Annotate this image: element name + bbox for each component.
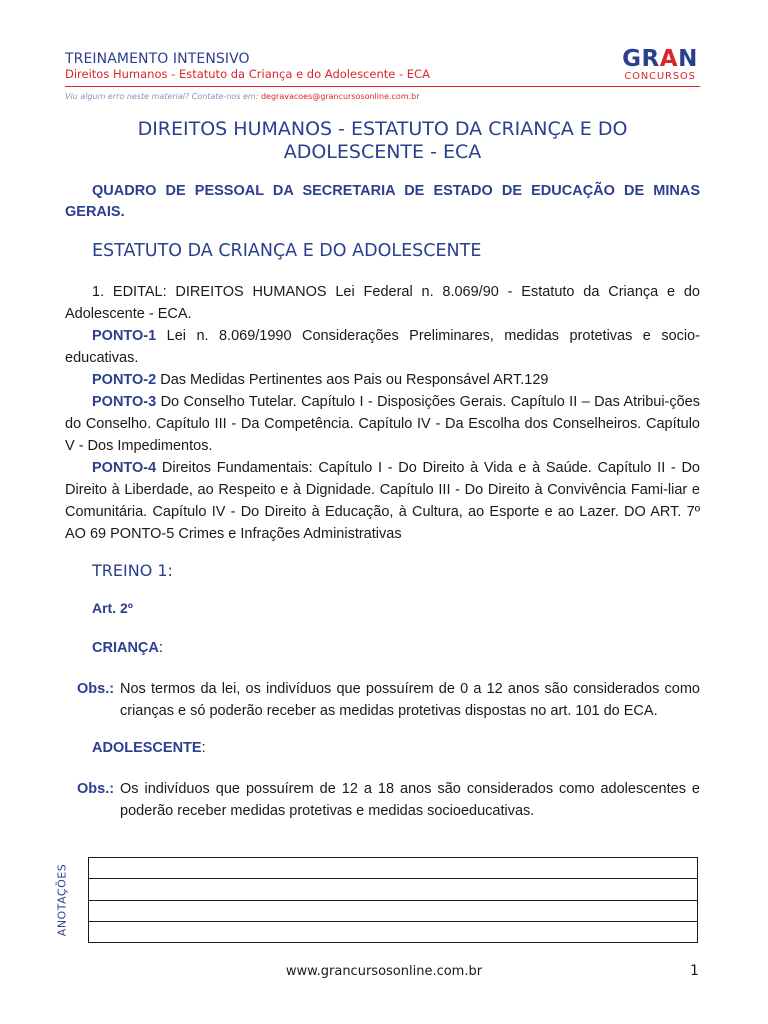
obs-crianca — [65, 678, 700, 722]
document-subtitle: QUADRO DE PESSOAL DA SECRETARIA DE ESTADO DE EDUCAÇÃO DE MINAS GERAIS. — [65, 183, 700, 220]
logo-wordmark: GRAN — [622, 46, 698, 72]
header-divider — [65, 86, 700, 87]
header-course: TREINAMENTO INTENSIVO — [65, 51, 250, 67]
ponto-label: PONTO-2 — [92, 372, 157, 388]
ponto-1-paragraph — [65, 325, 700, 369]
ponto-text: Lei n. 8.069/1990 Considerações Preliminares, medidas protetivas e socio-educativas. — [65, 328, 700, 366]
ponto-text: Das Medidas Pertinentes aos Pais ou Responsável ART.129 — [156, 372, 549, 388]
obs-label: Obs.: — [77, 681, 115, 697]
ponto-2-paragraph — [65, 369, 700, 391]
contact-text: Viu algum erro neste material? Contate-nos em: — [65, 92, 259, 101]
notes-line — [89, 900, 697, 901]
ponto-text: Do Conselho Tutelar. Capítulo I - Disposições Gerais. Capítulo II – Das Atribui-ções do Conselho. Capítulo III - Da Competência. Capítulo IV - Da Escolha dos Conselheiros. Capítulo V - Dos Impedimentos. — [65, 394, 700, 454]
obs-label: Obs.: — [77, 781, 115, 797]
footer-url[interactable]: www.grancursosonline.com.br — [285, 964, 483, 979]
ponto-4-paragraph — [65, 457, 700, 545]
header-contact — [65, 92, 420, 101]
logo-subtitle: CONCURSOS — [624, 71, 696, 82]
term-adolescente: ADOLESCENTE: — [92, 740, 206, 756]
ponto-label: PONTO-3 — [92, 394, 157, 410]
ponto-label: PONTO-4 — [92, 460, 157, 476]
gran-logo — [619, 48, 701, 82]
notes-box[interactable] — [88, 857, 698, 943]
ponto-label: PONTO-1 — [92, 328, 157, 344]
section-heading: ESTATUTO DA CRIANÇA E DO ADOLESCENTE — [92, 241, 482, 261]
term-crianca: CRIANÇA: — [92, 640, 163, 656]
obs-text: Os indivíduos que possuírem de 12 a 18 anos são considerados como adolescentes e poderão receber medidas protetivas e medidas socioeducativas. — [120, 781, 700, 819]
ponto-text: Direitos Fundamentais: Capítulo I - Do Direito à Vida e à Saúde. Capítulo II - Do Direito à Liberdade, ao Respeito e à Dignidade. Capítulo III - Do Direito à Convivência Fami-liar e Comunitária. Capítulo IV - Do Direito à Educação, à Cultura, ao Esporte e ao Lazer. DO ART. 7º AO 69 PONTO-5 Crimes e Infrações Administrativas — [65, 460, 700, 542]
document-title: DIREITOS HUMANOS - ESTATUTO DA CRIANÇA E DO ADOLESCENTE - ECA — [137, 118, 628, 163]
notes-label: ANOTAÇÕES — [55, 863, 69, 937]
ponto-3-paragraph — [65, 391, 700, 457]
notes-line — [89, 878, 697, 879]
treino-heading: TREINO 1: — [92, 561, 173, 580]
obs-adolescente — [65, 778, 700, 822]
edital-paragraph: 1. EDITAL: DIREITOS HUMANOS Lei Federal n. 8.069/90 - Estatuto da Criança e do Adolescente - ECA. — [65, 284, 700, 322]
notes-line — [89, 921, 697, 922]
page-number: 1 — [690, 963, 699, 979]
header-subject: Direitos Humanos - Estatuto da Criança e do Adolescente - ECA — [65, 67, 430, 81]
edital-body — [65, 281, 700, 545]
contact-email[interactable]: degravacoes@grancursosonline.com.br — [260, 92, 420, 101]
obs-text: Nos termos da lei, os indivíduos que possuírem de 0 a 12 anos são considerados como crianças e só poderão receber as medidas protetivas dispostas no art. 101 do ECA. — [120, 681, 700, 719]
article-label: Art. 2º — [92, 600, 133, 616]
